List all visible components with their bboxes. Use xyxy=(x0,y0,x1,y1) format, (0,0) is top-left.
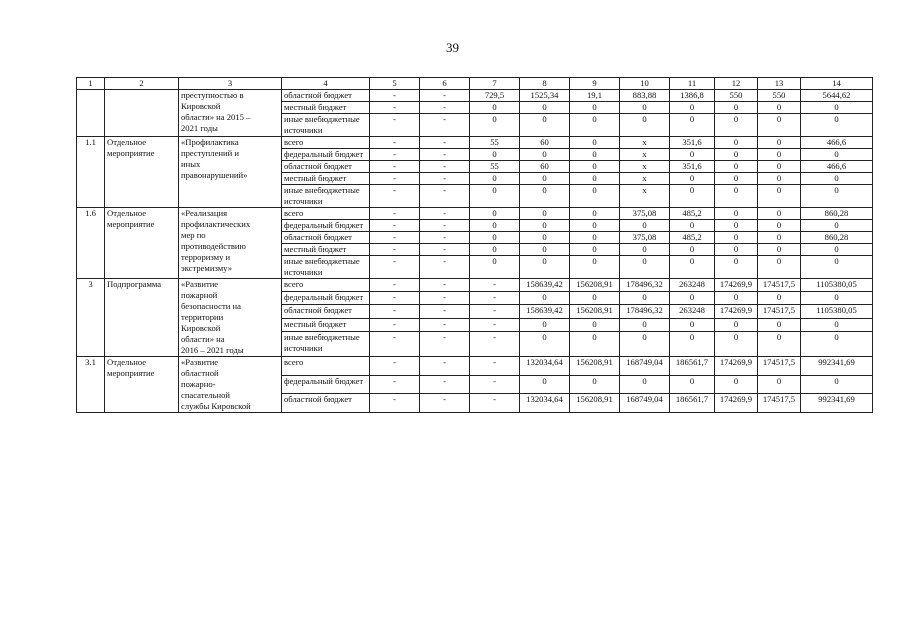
value-cell: 0 xyxy=(520,102,570,114)
funding-source-cell: иные внебюджетные источники xyxy=(282,256,370,279)
value-cell: - xyxy=(420,102,470,114)
value-cell: - xyxy=(470,331,520,356)
item-type-cell: Подпрограмма xyxy=(105,279,179,357)
funding-source-cell: всего xyxy=(282,357,370,376)
budget-table xyxy=(76,77,873,413)
value-cell: 174269,9 xyxy=(715,305,758,318)
column-number-header: 7 xyxy=(470,78,520,90)
item-type-cell xyxy=(105,90,179,137)
value-cell: - xyxy=(420,256,470,279)
funding-source-cell: иные внебюджетные источники xyxy=(282,331,370,356)
value-cell: 0 xyxy=(801,292,873,305)
value-cell: - xyxy=(370,161,420,173)
value-cell: - xyxy=(420,279,470,292)
value-cell: 174269,9 xyxy=(715,279,758,292)
funding-source-cell: областной бюджет xyxy=(282,232,370,244)
value-cell: 0 xyxy=(570,208,620,220)
value-cell: 485,2 xyxy=(670,232,715,244)
value-cell: - xyxy=(420,357,470,376)
value-cell: 19,1 xyxy=(570,90,620,102)
value-cell: 0 xyxy=(758,244,801,256)
value-cell: - xyxy=(370,185,420,208)
value-cell: 0 xyxy=(715,318,758,331)
table-header-row xyxy=(77,78,873,90)
value-cell: 0 xyxy=(758,331,801,356)
value-cell: - xyxy=(470,375,520,394)
column-number-header: 11 xyxy=(670,78,715,90)
value-cell: - xyxy=(420,232,470,244)
value-cell: - xyxy=(470,305,520,318)
value-cell: 1105380,05 xyxy=(801,279,873,292)
value-cell: x xyxy=(620,173,670,185)
value-cell: - xyxy=(370,305,420,318)
value-cell: 0 xyxy=(470,149,520,161)
value-cell: - xyxy=(370,292,420,305)
value-cell: 0 xyxy=(520,244,570,256)
value-cell: 0 xyxy=(570,185,620,208)
column-number-header: 14 xyxy=(801,78,873,90)
column-number-header: 6 xyxy=(420,78,470,90)
value-cell: 0 xyxy=(570,256,620,279)
item-name-cell: «Реализация профилактических мер по противодействию терроризму и экстремизму» xyxy=(179,208,282,279)
value-cell: 485,2 xyxy=(670,208,715,220)
value-cell: 0 xyxy=(758,173,801,185)
value-cell: - xyxy=(420,149,470,161)
value-cell: 0 xyxy=(758,256,801,279)
item-number-cell xyxy=(77,90,105,137)
item-number-cell: 1.6 xyxy=(77,208,105,279)
value-cell: 0 xyxy=(520,256,570,279)
value-cell: 60 xyxy=(520,137,570,149)
value-cell: 132034,64 xyxy=(520,394,570,413)
value-cell: 0 xyxy=(470,256,520,279)
value-cell: - xyxy=(370,318,420,331)
funding-source-cell: иные внебюджетные источники xyxy=(282,114,370,137)
value-cell: 0 xyxy=(758,114,801,137)
value-cell: x xyxy=(620,185,670,208)
value-cell: 992341,69 xyxy=(801,394,873,413)
value-cell: 156208,91 xyxy=(570,357,620,376)
value-cell: 0 xyxy=(570,173,620,185)
value-cell: - xyxy=(370,232,420,244)
funding-source-cell: местный бюджет xyxy=(282,102,370,114)
table-row xyxy=(77,208,873,220)
funding-source-cell: федеральный бюджет xyxy=(282,220,370,232)
column-number-header: 3 xyxy=(179,78,282,90)
value-cell: 0 xyxy=(715,208,758,220)
value-cell: 0 xyxy=(670,114,715,137)
value-cell: 0 xyxy=(670,375,715,394)
value-cell: - xyxy=(420,185,470,208)
value-cell: 883,88 xyxy=(620,90,670,102)
value-cell: - xyxy=(420,305,470,318)
value-cell: 0 xyxy=(520,185,570,208)
value-cell: 0 xyxy=(620,244,670,256)
value-cell: - xyxy=(420,161,470,173)
value-cell: 0 xyxy=(570,114,620,137)
value-cell: 466,6 xyxy=(801,137,873,149)
value-cell: - xyxy=(420,114,470,137)
value-cell: - xyxy=(420,318,470,331)
value-cell: 0 xyxy=(520,114,570,137)
value-cell: 0 xyxy=(715,375,758,394)
value-cell: - xyxy=(370,220,420,232)
value-cell: 0 xyxy=(520,208,570,220)
value-cell: - xyxy=(370,279,420,292)
value-cell: 156208,91 xyxy=(570,305,620,318)
value-cell: 0 xyxy=(758,292,801,305)
value-cell: 0 xyxy=(670,331,715,356)
value-cell: 0 xyxy=(470,114,520,137)
value-cell: 0 xyxy=(758,232,801,244)
value-cell: 0 xyxy=(801,331,873,356)
value-cell: 55 xyxy=(470,137,520,149)
value-cell: x xyxy=(620,161,670,173)
value-cell: 0 xyxy=(715,232,758,244)
item-name-cell: «Развитие областной пожарно- спасательной службы Кировской xyxy=(179,357,282,413)
page-number: 39 xyxy=(446,40,459,55)
value-cell: 0 xyxy=(620,318,670,331)
column-number-header: 1 xyxy=(77,78,105,90)
value-cell: 0 xyxy=(670,256,715,279)
value-cell: 0 xyxy=(715,220,758,232)
value-cell: 0 xyxy=(570,149,620,161)
value-cell: 0 xyxy=(570,244,620,256)
column-number-header: 12 xyxy=(715,78,758,90)
value-cell: 174269,9 xyxy=(715,357,758,376)
value-cell: 1105380,05 xyxy=(801,305,873,318)
value-cell: 0 xyxy=(470,244,520,256)
value-cell: 0 xyxy=(670,318,715,331)
value-cell: 0 xyxy=(570,375,620,394)
value-cell: 0 xyxy=(670,149,715,161)
value-cell: 860,28 xyxy=(801,208,873,220)
value-cell: 0 xyxy=(715,331,758,356)
value-cell: 263248 xyxy=(670,305,715,318)
value-cell: 0 xyxy=(570,331,620,356)
value-cell: 0 xyxy=(801,173,873,185)
value-cell: 0 xyxy=(470,173,520,185)
value-cell: 0 xyxy=(801,375,873,394)
funding-source-cell: местный бюджет xyxy=(282,318,370,331)
value-cell: 158639,42 xyxy=(520,305,570,318)
value-cell: 0 xyxy=(620,256,670,279)
value-cell: - xyxy=(420,137,470,149)
value-cell: - xyxy=(420,90,470,102)
value-cell: 375,08 xyxy=(620,208,670,220)
column-number-header: 9 xyxy=(570,78,620,90)
value-cell: 0 xyxy=(715,114,758,137)
funding-source-cell: федеральный бюджет xyxy=(282,292,370,305)
value-cell: 174517,5 xyxy=(758,357,801,376)
item-type-cell: Отдельное мероприятие xyxy=(105,208,179,279)
value-cell: 178496,32 xyxy=(620,305,670,318)
value-cell: - xyxy=(370,102,420,114)
value-cell: 0 xyxy=(620,331,670,356)
value-cell: 0 xyxy=(758,102,801,114)
value-cell: 0 xyxy=(801,185,873,208)
column-number-header: 13 xyxy=(758,78,801,90)
value-cell: 0 xyxy=(801,102,873,114)
value-cell: 174517,5 xyxy=(758,305,801,318)
value-cell: 5644,62 xyxy=(801,90,873,102)
value-cell: 0 xyxy=(801,244,873,256)
value-cell: 0 xyxy=(670,102,715,114)
funding-source-cell: областной бюджет xyxy=(282,394,370,413)
value-cell: 0 xyxy=(520,331,570,356)
value-cell: 0 xyxy=(715,256,758,279)
value-cell: 1525,34 xyxy=(520,90,570,102)
value-cell: 992341,69 xyxy=(801,357,873,376)
value-cell: 0 xyxy=(758,185,801,208)
column-number-header: 2 xyxy=(105,78,179,90)
value-cell: 0 xyxy=(715,149,758,161)
item-name-cell: «Развитие пожарной безопасности на территории Кировской области» на 2016 – 2021 годы xyxy=(179,279,282,357)
value-cell: 0 xyxy=(570,161,620,173)
value-cell: 168749,04 xyxy=(620,394,670,413)
funding-source-cell: иные внебюджетные источники xyxy=(282,185,370,208)
column-number-header: 5 xyxy=(370,78,420,90)
item-number-cell: 3 xyxy=(77,279,105,357)
value-cell: - xyxy=(420,208,470,220)
value-cell: - xyxy=(370,149,420,161)
value-cell: - xyxy=(370,208,420,220)
value-cell: 1386,8 xyxy=(670,90,715,102)
item-name-cell: «Профилактика преступлений и иных правонарушений» xyxy=(179,137,282,208)
value-cell: 174517,5 xyxy=(758,394,801,413)
value-cell: - xyxy=(370,173,420,185)
value-cell: - xyxy=(370,375,420,394)
value-cell: 0 xyxy=(758,137,801,149)
value-cell: - xyxy=(370,137,420,149)
value-cell: - xyxy=(470,394,520,413)
table-row xyxy=(77,137,873,149)
item-type-cell: Отдельное мероприятие xyxy=(105,137,179,208)
funding-source-cell: областной бюджет xyxy=(282,161,370,173)
value-cell: 0 xyxy=(520,149,570,161)
funding-source-cell: федеральный бюджет xyxy=(282,375,370,394)
value-cell: - xyxy=(420,173,470,185)
value-cell: - xyxy=(370,114,420,137)
value-cell: 0 xyxy=(570,232,620,244)
value-cell: 0 xyxy=(801,149,873,161)
value-cell: 0 xyxy=(758,220,801,232)
table-row xyxy=(77,90,873,102)
value-cell: 0 xyxy=(758,318,801,331)
funding-source-cell: местный бюджет xyxy=(282,173,370,185)
column-number-header: 8 xyxy=(520,78,570,90)
value-cell: 0 xyxy=(520,232,570,244)
value-cell: - xyxy=(470,292,520,305)
value-cell: 168749,04 xyxy=(620,357,670,376)
value-cell: - xyxy=(420,244,470,256)
value-cell: - xyxy=(470,279,520,292)
value-cell: 0 xyxy=(520,220,570,232)
value-cell: - xyxy=(370,256,420,279)
value-cell: 0 xyxy=(570,137,620,149)
value-cell: 0 xyxy=(620,292,670,305)
value-cell: 0 xyxy=(758,161,801,173)
value-cell: 263248 xyxy=(670,279,715,292)
item-type-cell: Отдельное мероприятие xyxy=(105,357,179,413)
table-row xyxy=(77,279,873,292)
item-number-cell: 1.1 xyxy=(77,137,105,208)
value-cell: 0 xyxy=(758,208,801,220)
value-cell: 0 xyxy=(715,292,758,305)
value-cell: 0 xyxy=(715,185,758,208)
value-cell: 729,5 xyxy=(470,90,520,102)
value-cell: 0 xyxy=(670,244,715,256)
value-cell: - xyxy=(420,331,470,356)
value-cell: 0 xyxy=(715,161,758,173)
value-cell: 0 xyxy=(715,244,758,256)
value-cell: - xyxy=(470,318,520,331)
value-cell: 0 xyxy=(670,292,715,305)
value-cell: 174269,9 xyxy=(715,394,758,413)
value-cell: 0 xyxy=(670,173,715,185)
value-cell: 0 xyxy=(570,292,620,305)
value-cell: 0 xyxy=(470,232,520,244)
value-cell: 0 xyxy=(520,173,570,185)
table-row xyxy=(77,357,873,376)
value-cell: 178496,32 xyxy=(620,279,670,292)
value-cell: 0 xyxy=(758,375,801,394)
value-cell: 0 xyxy=(758,149,801,161)
value-cell: 0 xyxy=(470,102,520,114)
funding-source-cell: всего xyxy=(282,137,370,149)
value-cell: 0 xyxy=(470,220,520,232)
value-cell: x xyxy=(620,137,670,149)
funding-source-cell: федеральный бюджет xyxy=(282,149,370,161)
value-cell: 0 xyxy=(801,318,873,331)
value-cell: 0 xyxy=(801,220,873,232)
value-cell: - xyxy=(370,90,420,102)
funding-source-cell: областной бюджет xyxy=(282,305,370,318)
value-cell: 0 xyxy=(570,318,620,331)
value-cell: 0 xyxy=(520,292,570,305)
value-cell: - xyxy=(370,331,420,356)
value-cell: - xyxy=(420,375,470,394)
value-cell: 375,08 xyxy=(620,232,670,244)
value-cell: - xyxy=(420,292,470,305)
value-cell: 351,6 xyxy=(670,161,715,173)
value-cell: - xyxy=(420,220,470,232)
funding-source-cell: всего xyxy=(282,279,370,292)
column-number-header: 10 xyxy=(620,78,670,90)
value-cell: 0 xyxy=(670,220,715,232)
value-cell: - xyxy=(370,244,420,256)
funding-source-cell: областной бюджет xyxy=(282,90,370,102)
value-cell: 156208,91 xyxy=(570,394,620,413)
value-cell: 0 xyxy=(520,375,570,394)
value-cell: 0 xyxy=(715,173,758,185)
value-cell: 186561,7 xyxy=(670,394,715,413)
value-cell: 550 xyxy=(715,90,758,102)
value-cell: 186561,7 xyxy=(670,357,715,376)
value-cell: 156208,91 xyxy=(570,279,620,292)
value-cell: 0 xyxy=(801,114,873,137)
funding-source-cell: всего xyxy=(282,208,370,220)
value-cell: 0 xyxy=(620,102,670,114)
column-number-header: 4 xyxy=(282,78,370,90)
value-cell: 0 xyxy=(570,220,620,232)
value-cell: 0 xyxy=(570,102,620,114)
value-cell: 0 xyxy=(801,256,873,279)
value-cell: x xyxy=(620,149,670,161)
value-cell: - xyxy=(420,394,470,413)
funding-source-cell: местный бюджет xyxy=(282,244,370,256)
value-cell: 0 xyxy=(470,208,520,220)
value-cell: 466,6 xyxy=(801,161,873,173)
value-cell: 0 xyxy=(715,102,758,114)
value-cell: 0 xyxy=(715,137,758,149)
value-cell: 0 xyxy=(620,220,670,232)
item-number-cell: 3.1 xyxy=(77,357,105,413)
value-cell: 55 xyxy=(470,161,520,173)
value-cell: 0 xyxy=(620,114,670,137)
value-cell: 0 xyxy=(620,375,670,394)
value-cell: 860,28 xyxy=(801,232,873,244)
value-cell: 351,6 xyxy=(670,137,715,149)
value-cell: 158639,42 xyxy=(520,279,570,292)
value-cell: 0 xyxy=(670,185,715,208)
value-cell: 0 xyxy=(520,318,570,331)
value-cell: - xyxy=(370,357,420,376)
value-cell: - xyxy=(370,394,420,413)
value-cell: 174517,5 xyxy=(758,279,801,292)
value-cell: 0 xyxy=(470,185,520,208)
value-cell: - xyxy=(470,357,520,376)
value-cell: 550 xyxy=(758,90,801,102)
value-cell: 132034,64 xyxy=(520,357,570,376)
item-name-cell: преступностью в Кировской области» на 2015 – 2021 годы xyxy=(179,90,282,137)
value-cell: 60 xyxy=(520,161,570,173)
